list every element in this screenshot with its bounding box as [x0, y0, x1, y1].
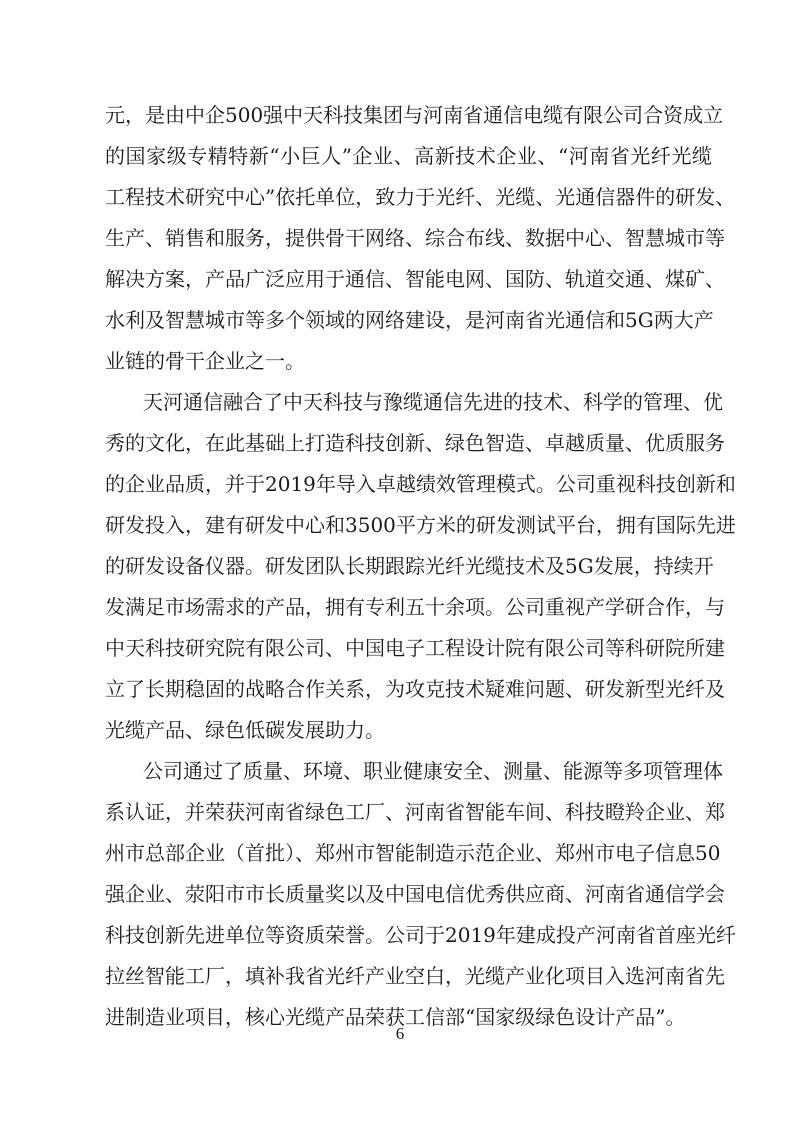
text-line: 强企业、荥阳市市长质量奖以及中国电信优秀供应商、河南省通信学会 [105, 882, 725, 906]
text-line: 系认证，并荣获河南省绿色工厂、河南省智能车间、科技瞪羚企业、郑 [105, 800, 725, 824]
text-line: 生产、销售和服务，提供骨干网络、综合布线、数据中心、智慧城市等 [105, 226, 725, 250]
text-line: 解决方案，产品广泛应用于通信、智能电网、国防、轨道交通、煤矿、 [105, 267, 725, 291]
text-line: 发满足市场需求的产品，拥有专利五十余项。公司重视产学研合作，与 [105, 595, 725, 619]
text-line: 拉丝智能工厂，填补我省光纤产业空白，光缆产业化项目入选河南省先 [105, 964, 725, 988]
text-line: 工程技术研究中心”依托单位，致力于光纤、光缆、光通信器件的研发、 [105, 185, 736, 209]
text-line: 立了长期稳固的战略合作关系，为攻克技术疑难问题、研发新型光纤及 [105, 677, 725, 701]
text-line: 业链的骨干企业之一。 [105, 349, 305, 373]
text-line: 中天科技研究院有限公司、中国电子工程设计院有限公司等科研院所建 [105, 636, 725, 660]
text-line: 的国家级专精特新“小巨人”企业、高新技术企业、“河南省光纤光缆 [105, 144, 712, 168]
paragraph-first-line: 天河通信融合了中天科技与豫缆通信先进的技术、科学的管理、优 [143, 390, 723, 414]
text-line: 研发投入，建有研发中心和3500平方米的研发测试平台，拥有国际先进 [105, 513, 736, 537]
text-line: 秀的文化，在此基础上打造科技创新、绿色智造、卓越质量、优质服务 [105, 431, 725, 455]
text-line: 的研发设备仪器。研发团队长期跟踪光纤光缆技术及5G发展，持续开 [105, 554, 714, 578]
text-line: 科技创新先进单位等资质荣誉。公司于2019年建成投产河南省首座光纤 [105, 923, 736, 947]
text-line: 州市总部企业（首批）、郑州市智能制造示范企业、郑州市电子信息50 [105, 841, 721, 865]
text-line: 元，是由中企500强中天科技集团与河南省通信电缆有限公司合资成立 [105, 103, 724, 127]
text-line: 进制造业项目，核心光缆产品荣获工信部“国家级绿色设计产品”。 [105, 1005, 686, 1029]
text-line: 水利及智慧城市等多个领域的网络建设，是河南省光通信和5G两大产 [105, 308, 714, 332]
text-line: 的企业品质，并于2019年导入卓越绩效管理模式。公司重视科技创新和 [105, 472, 736, 496]
text-line: 光缆产品、绿色低碳发展助力。 [105, 718, 385, 742]
paragraph-first-line: 公司通过了质量、环境、职业健康安全、测量、能源等多项管理体 [143, 759, 723, 783]
page-number: 6 [395, 1024, 405, 1043]
